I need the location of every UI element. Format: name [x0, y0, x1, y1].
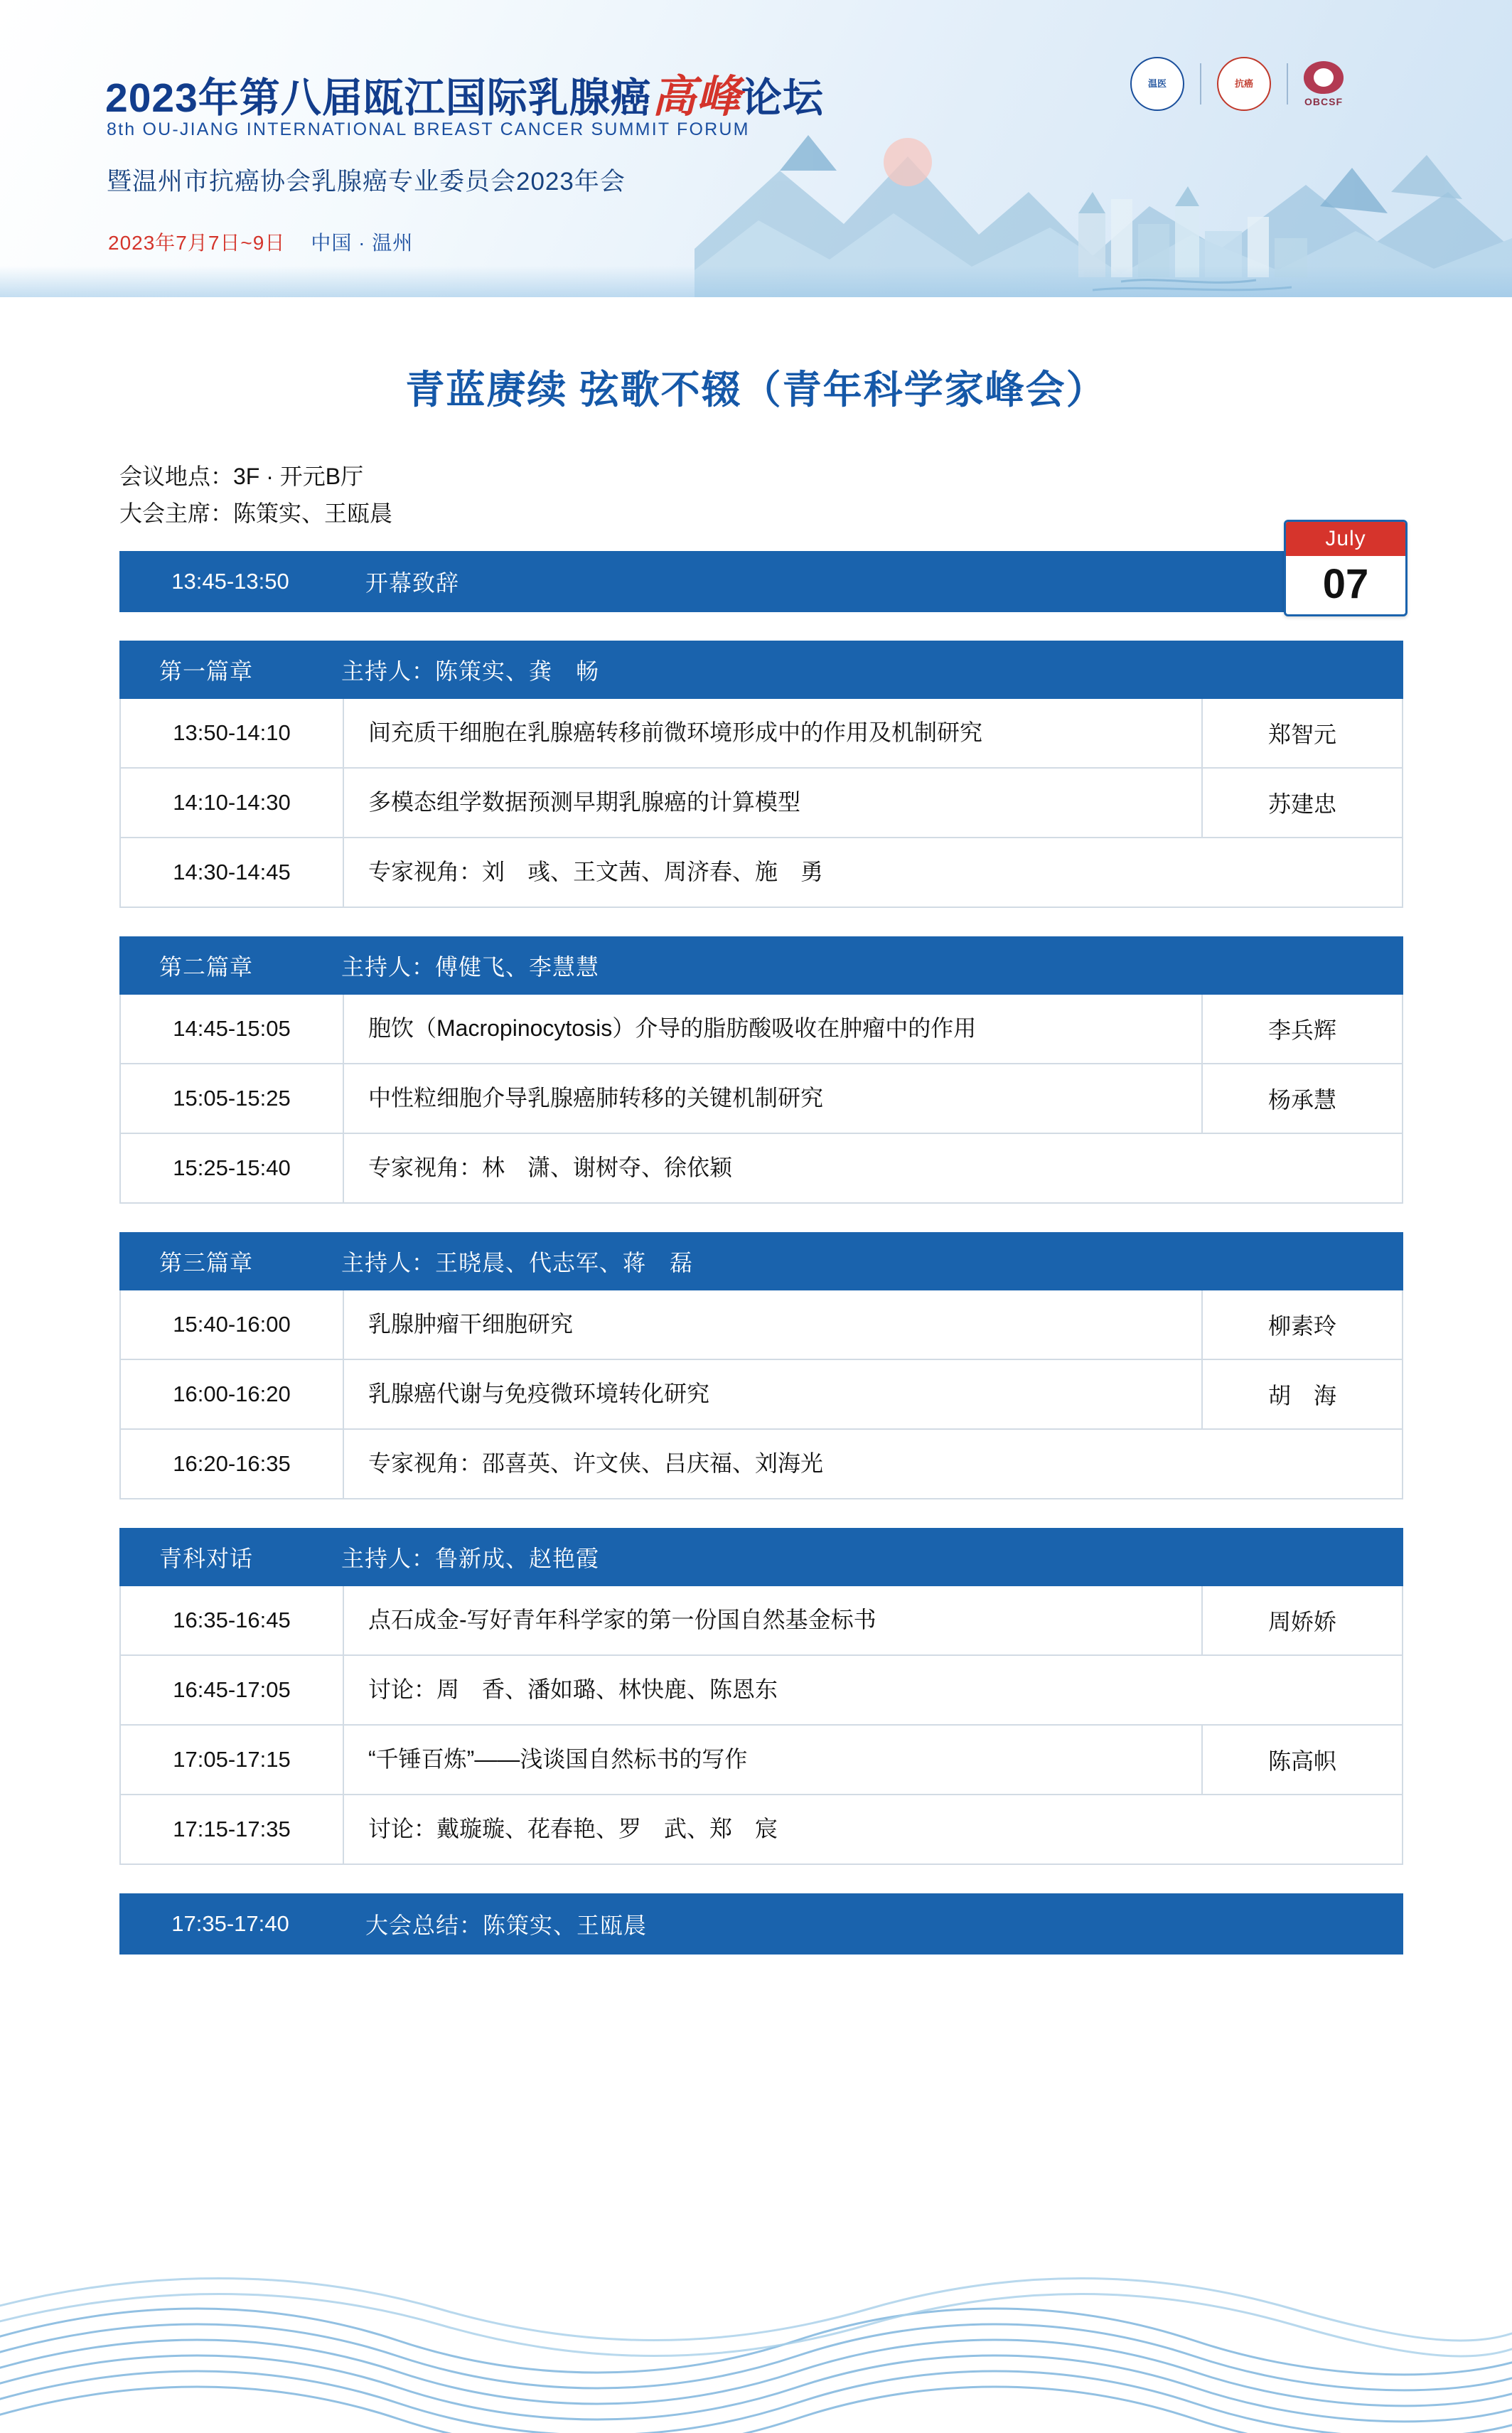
chapter-1-rows: [119, 699, 1403, 908]
chapter-2-name: 第二篇章: [159, 953, 254, 980]
row-topic: 专家视角：邵喜英、许文侠、吕庆福、刘海光: [368, 1450, 824, 1476]
row-topic: 胞饮（Macropinocytosis）介导的脂肪酸吸收在肿瘤中的作用: [368, 1015, 977, 1041]
row-time: 15:05-15:25: [121, 1064, 344, 1133]
chapter-header-1: [119, 641, 1403, 699]
forum-title-en: 8th OU-JIANG INTERNATIONAL BREAST CANCER SUMMIT FORUM: [107, 119, 750, 139]
page-title: 青蓝赓续 弦歌不辍（青年科学家峰会）: [405, 368, 1107, 412]
closing-row: [119, 1893, 1403, 1955]
opening-time: 13:45-13:50: [171, 568, 289, 594]
table-row: [121, 699, 1402, 769]
chair-line: 大会主席：陈策实、王瓯晨: [119, 500, 393, 526]
row-speaker: 周娇娇: [1201, 1586, 1402, 1654]
row-time: 15:25-15:40: [121, 1134, 344, 1202]
chapter-1-hosts: 主持人：陈策实、龚 畅: [341, 658, 600, 684]
row-topic: 讨论：戴璇璇、花春艳、罗 武、郑 宸: [368, 1815, 778, 1841]
chapter-3-name: 第三篇章: [159, 1249, 254, 1276]
date-badge-day: 07: [1322, 560, 1369, 607]
row-topic: 乳腺癌代谢与免疫微环境转化研究: [368, 1380, 710, 1406]
venue-line: 会议地点：3F · 开元B厅: [119, 464, 364, 489]
table-row: [121, 1586, 1402, 1656]
row-time: 16:35-16:45: [121, 1586, 344, 1654]
agenda-content: [0, 297, 1512, 1955]
footer-wave-decoration: [0, 2255, 1512, 2433]
banner-waterline: [0, 266, 1512, 297]
forum-subtitle: 暨温州市抗癌协会乳腺癌专业委员会2023年会: [107, 168, 626, 196]
opening-row: [119, 551, 1403, 612]
row-speaker: 李兵辉: [1201, 995, 1402, 1063]
table-row: [121, 1290, 1402, 1360]
row-topic: 间充质干细胞在乳腺癌转移前微环境形成中的作用及机制研究: [368, 719, 983, 745]
forum-date-line: [108, 228, 413, 256]
closing-label: 大会总结：陈策实、王瓯晨: [365, 1912, 648, 1938]
chapter-4-name: 青科对话: [159, 1545, 254, 1571]
chapter-4-hosts: 主持人：鲁新成、赵艳霞: [341, 1545, 600, 1571]
forum-title-cn-main: 2023年第八届瓯江国际乳腺癌: [105, 75, 652, 121]
table-row: [121, 1430, 1402, 1498]
chapter-header-3: [119, 1232, 1403, 1290]
spacer-5: [119, 1865, 1403, 1893]
table-row: [121, 769, 1402, 838]
closing-time: 17:35-17:40: [171, 1910, 289, 1936]
row-speaker: 胡 海: [1201, 1360, 1402, 1428]
table-row: [121, 1795, 1402, 1863]
table-row: [121, 838, 1402, 907]
row-time: 14:45-15:05: [121, 995, 344, 1063]
row-topic: 中性粒细胞介导乳腺癌肺转移的关键机制研究: [368, 1084, 824, 1111]
table-row: [121, 1064, 1402, 1134]
row-topic: 多模态组学数据预测早期乳腺癌的计算模型: [368, 788, 801, 815]
chapter-2-hosts: 主持人：傅健飞、李慧慧: [341, 953, 600, 980]
row-topic: 讨论：周 香、潘如璐、林快鹿、陈恩东: [368, 1676, 778, 1702]
date-badge-month: July: [1286, 522, 1405, 556]
association-logo: 抗癌: [1217, 57, 1271, 111]
table-row: [121, 1134, 1402, 1202]
forum-title-cn: [105, 61, 824, 124]
chapter-header-4: [119, 1528, 1403, 1586]
row-time: 16:45-17:05: [121, 1656, 344, 1724]
table-row: [121, 1726, 1402, 1795]
forum-title-cn-tail: 论坛: [741, 75, 824, 121]
row-time: 16:00-16:20: [121, 1360, 344, 1428]
row-time: 16:20-16:35: [121, 1430, 344, 1498]
forum-location: 中国 · 温州: [311, 232, 414, 254]
row-time: 17:05-17:15: [121, 1726, 344, 1794]
wenzhou-medical-logo: 温医: [1130, 57, 1184, 111]
row-topic: 乳腺肿瘤干细胞研究: [368, 1310, 574, 1337]
opening-label: 开幕致辞: [365, 570, 460, 596]
chapter-2-rows: [119, 995, 1403, 1204]
row-topic: 专家视角：林 潇、谢树夺、徐依颖: [368, 1154, 733, 1180]
row-time: 17:15-17:35: [121, 1795, 344, 1863]
row-speaker: 郑智元: [1201, 699, 1402, 767]
chapter-4-rows: [119, 1586, 1403, 1865]
spacer-1: [119, 612, 1403, 641]
table-row: [121, 1360, 1402, 1430]
logo-divider-1: [1200, 63, 1201, 105]
row-time: 14:30-14:45: [121, 838, 344, 907]
chapter-3-hosts: 主持人：王晓晨、代志军、蒋 磊: [341, 1249, 694, 1276]
chapter-1-name: 第一篇章: [159, 658, 254, 684]
obcsf-mark-icon: [1304, 61, 1344, 94]
row-topic: “千锤百炼”——浅谈国自然标书的写作: [368, 1745, 748, 1772]
chapter-header-2: [119, 936, 1403, 995]
row-topic: 点石成金-写好青年科学家的第一份国自然基金标书: [368, 1606, 876, 1632]
chapter-3-rows: [119, 1290, 1403, 1499]
row-speaker: 柳素玲: [1201, 1290, 1402, 1359]
logo-divider-2: [1287, 63, 1288, 105]
row-speaker: 杨承慧: [1201, 1064, 1402, 1133]
spacer-2: [119, 908, 1403, 936]
row-time: 13:50-14:10: [121, 699, 344, 767]
logo-group: [1130, 57, 1344, 111]
obcsf-logo: [1304, 61, 1344, 107]
header-banner: [0, 0, 1512, 297]
forum-date: 2023年7月7日~9日: [108, 232, 286, 254]
table-row: [121, 995, 1402, 1064]
row-topic: 专家视角：刘 彧、王文茜、周济春、施 勇: [368, 858, 824, 884]
row-speaker: 苏建忠: [1201, 769, 1402, 837]
date-badge: [1284, 520, 1408, 616]
row-speaker: 陈高帜: [1201, 1726, 1402, 1794]
row-time: 14:10-14:30: [121, 769, 344, 837]
spacer-4: [119, 1499, 1403, 1528]
row-time: 15:40-16:00: [121, 1290, 344, 1359]
forum-title-cn-accent: 高峰: [651, 73, 741, 122]
agenda-table: [119, 526, 1403, 1955]
obcsf-logo-text: OBCSF: [1304, 95, 1343, 107]
table-row: [121, 1656, 1402, 1726]
spacer-3: [119, 1204, 1403, 1232]
